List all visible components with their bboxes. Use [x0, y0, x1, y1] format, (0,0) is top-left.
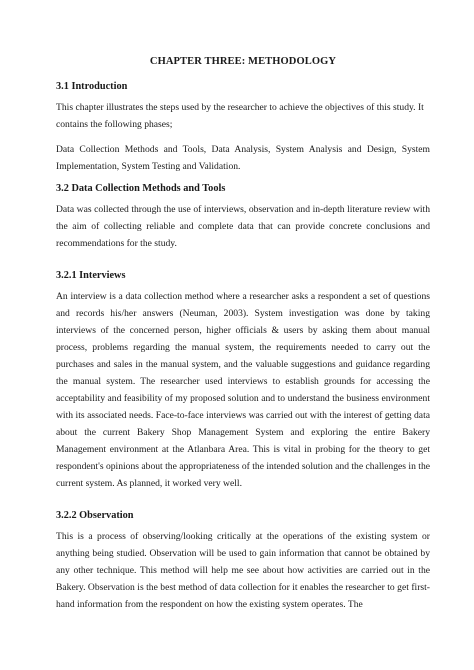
chapter-title: CHAPTER THREE: METHODOLOGY	[149, 56, 337, 67]
paragraph: This is a process of observing/looking critically at the operations of the existing system or anything being studied. Observation will be used to gain information that cannot be obtained by any other technique. This method will help me see about how activities are carried out in the Bakery. Observation is the best method of data collection for it enables the researcher to get first-hand information from the respondent on how the existing system operates. The	[56, 531, 430, 610]
paragraph: This chapter illustrates the steps used by the researcher to achieve the objectives of this study. It contains the following phases;	[56, 102, 424, 130]
paragraph: Data Collection Methods and Tools, Data Analysis, System Analysis and Design, System Implementation, System Testing and Validation.	[56, 144, 430, 172]
section-heading-interviews: 3.2.1 Interviews	[56, 270, 126, 281]
section-heading-introduction: 3.1 Introduction	[56, 81, 128, 92]
paragraph: An interview is a data collection method where a researcher asks a respondent a set of questions and records his/her answers (Neuman, 2003). System investigation was done by taking interviews of the concerned person, higher officials & users by asking them about manual process, problems regarding the manual system, the requirements needed to carry out the purchases and sales in the manual system, and the valuable suggestions and guidance regarding the manual system. The researcher used interviews to establish grounds for accessing the acceptability and feasibility of my proposed solution and to understand the business environment with its associated needs. Face-to-face interviews was carried out with the interest of getting data about the current Bakery Shop Management System and exploring the entire Bakery Management environment at the Atlanbara Area. This is vital in probing for the theory to get respondent's opinions about the appropriateness of the intended solution and the challenges in the current system. As planned, it worked very well.	[56, 291, 430, 489]
section-heading-observation: 3.2.2 Observation	[56, 510, 134, 521]
paragraph: Data was collected through the use of interviews, observation and in-depth literature review with the aim of collecting reliable and complete data that can provide concrete conclusions and recommendations for the study.	[56, 204, 430, 249]
section-heading-data-collection: 3.2 Data Collection Methods and Tools	[56, 183, 226, 194]
